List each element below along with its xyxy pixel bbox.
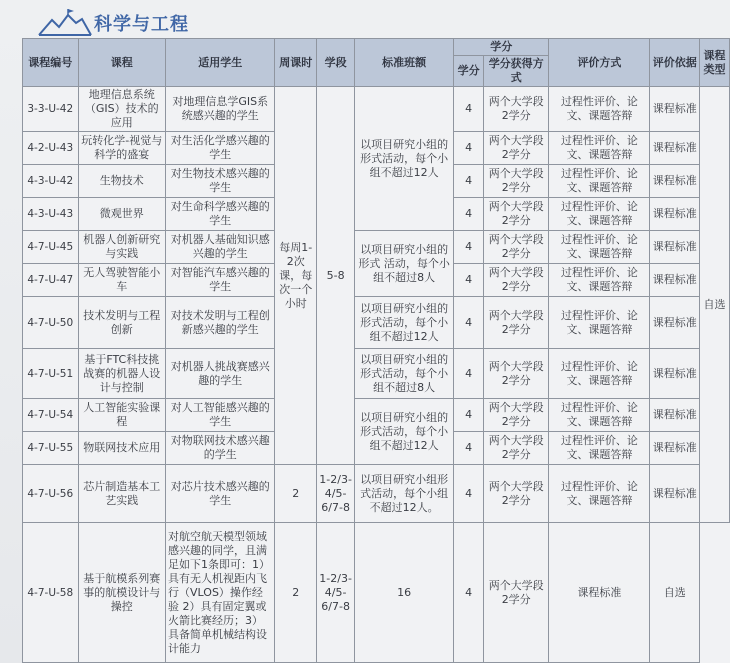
cell-eval-method: 过程性评价、论文、课题答辩 xyxy=(549,432,650,465)
cell-eval-basis: 课程标准 xyxy=(650,399,700,432)
section-header xyxy=(38,8,189,38)
header-eval-method: 评价方式 xyxy=(549,39,650,87)
cell-credit-method: 两个大学段2学分 xyxy=(484,264,549,297)
cell-eval-method: 过程性评价、论文、课题答辩 xyxy=(549,399,650,432)
cell-course: 微观世界 xyxy=(78,198,165,231)
header-eval-basis: 评价依据 xyxy=(650,39,700,87)
cell-credit: 4 xyxy=(454,432,484,465)
cell-credit-method: 两个大学段2学分 xyxy=(484,399,549,432)
header-course-type: 课程类型 xyxy=(700,39,730,87)
cell-code: 4-7-U-50 xyxy=(23,297,79,349)
cell-credit-method: 两个大学段2学分 xyxy=(484,297,549,349)
cell-class-size: 16 xyxy=(355,523,454,663)
cell-students: 对航空航天模型领域感兴趣的同学，且满足如下1条即可：1）具有无人机视距内飞行（VLOS）操作经验 2）具有固定翼或火箭比赛经历；3）具备简单机械结构设计能力 xyxy=(166,523,275,663)
cell-code: 4-2-U-43 xyxy=(23,132,79,165)
cell-course-type-merged: 自选 xyxy=(700,87,730,523)
cell-credit: 4 xyxy=(454,523,484,663)
cell-eval-basis: 课程标准 xyxy=(650,432,700,465)
cell-students: 对芯片技术感兴趣的学生 xyxy=(166,465,275,523)
cell-credit: 4 xyxy=(454,87,484,132)
cell-course: 基于航模系列赛事的航模设计与操控 xyxy=(78,523,165,663)
cell-students: 对人工智能感兴趣的学生 xyxy=(166,399,275,432)
cell-eval-method: 课程标准 xyxy=(549,523,650,663)
cell-code: 3-3-U-42 xyxy=(23,87,79,132)
course-table xyxy=(22,38,730,663)
cell-class-size: 以项目研究小组形式活动，每个小组不超过12人。 xyxy=(355,465,454,523)
cell-stage-merged: 5-8 xyxy=(317,87,355,465)
cell-stage: 1-2/3-4/5-6/7-8 xyxy=(317,523,355,663)
header-credit: 学分 xyxy=(454,56,484,87)
cell-eval-method: 过程性评价、论文、课题答辩 xyxy=(549,297,650,349)
header-class-size: 标准班额 xyxy=(355,39,454,87)
cell-eval-basis: 课程标准 xyxy=(650,87,700,132)
cell-credit: 4 xyxy=(454,465,484,523)
cell-students: 对地理信息学GIS系统感兴趣的学生 xyxy=(166,87,275,132)
cell-code: 4-7-U-54 xyxy=(23,399,79,432)
cell-class-size-merged: 以项目研究小组的形式活动，每个小组不超过12人 xyxy=(355,399,454,465)
cell-eval-method: 过程性评价、论文、课题答辩 xyxy=(549,165,650,198)
table-row xyxy=(23,87,730,132)
header-code: 课程编号 xyxy=(23,39,79,87)
cell-code: 4-7-U-56 xyxy=(23,465,79,523)
cell-class-size: 以项目研究小组的形式活动，每个小组不超过12人 xyxy=(355,297,454,349)
cell-credit-method: 两个大学段2学分 xyxy=(484,231,549,264)
header-credit-method: 学分获得方式 xyxy=(484,56,549,87)
cell-code: 4-7-U-58 xyxy=(23,523,79,663)
cell-course: 技术发明与工程创新 xyxy=(78,297,165,349)
section-title: 科学与工程 xyxy=(94,14,189,35)
cell-credit: 4 xyxy=(454,264,484,297)
cell-course: 玩转化学-视觉与科学的盛宴 xyxy=(78,132,165,165)
cell-credit-method: 两个大学段2学分 xyxy=(484,349,549,399)
cell-course: 生物技术 xyxy=(78,165,165,198)
header-stage: 学段 xyxy=(317,39,355,87)
table-row xyxy=(23,297,730,349)
cell-course: 物联网技术应用 xyxy=(78,432,165,465)
header-students: 适用学生 xyxy=(166,39,275,87)
cell-course: 地理信息系统（GIS）技术的应用 xyxy=(78,87,165,132)
cell-credit-method: 两个大学段2学分 xyxy=(484,465,549,523)
cell-course: 芯片制造基本工艺实践 xyxy=(78,465,165,523)
cell-students: 对生物技术感兴趣的学生 xyxy=(166,165,275,198)
header-credit-group: 学分 xyxy=(454,39,549,56)
cell-code: 4-3-U-42 xyxy=(23,165,79,198)
cell-credit-method: 两个大学段2学分 xyxy=(484,432,549,465)
cell-course: 无人驾驶智能小车 xyxy=(78,264,165,297)
cell-code: 4-3-U-43 xyxy=(23,198,79,231)
cell-eval-method: 过程性评价、论文、课题答辩 xyxy=(549,264,650,297)
table-row xyxy=(23,349,730,399)
cell-eval-method: 过程性评价、论文、课题答辩 xyxy=(549,465,650,523)
cell-code: 4-7-U-55 xyxy=(23,432,79,465)
header-hours: 周课时 xyxy=(275,39,317,87)
cell-code: 4-7-U-51 xyxy=(23,349,79,399)
cell-hours: 2 xyxy=(275,465,317,523)
cell-hours-merged: 每周1-2次课，每次一个小时 xyxy=(275,87,317,465)
cell-eval-basis: 课程标准 xyxy=(650,349,700,399)
cell-credit: 4 xyxy=(454,132,484,165)
cell-eval-method: 过程性评价、论文、课题答辩 xyxy=(549,231,650,264)
header-course: 课程 xyxy=(78,39,165,87)
cell-course: 机器人创新研究与实践 xyxy=(78,231,165,264)
cell-course: 基于FTC科技挑战赛的机器人设计与控制 xyxy=(78,349,165,399)
cell-eval-basis: 课程标准 xyxy=(650,264,700,297)
cell-eval-basis: 课程标准 xyxy=(650,198,700,231)
cell-eval-basis: 课程标准 xyxy=(650,165,700,198)
table-row xyxy=(23,465,730,523)
cell-eval-basis: 课程标准 xyxy=(650,297,700,349)
cell-credit: 4 xyxy=(454,297,484,349)
cell-students: 对机器人基础知识感兴趣的学生 xyxy=(166,231,275,264)
cell-stage: 1-2/3-4/5-6/7-8 xyxy=(317,465,355,523)
cell-credit: 4 xyxy=(454,165,484,198)
cell-code: 4-7-U-47 xyxy=(23,264,79,297)
cell-eval-basis: 课程标准 xyxy=(650,132,700,165)
cell-credit-method: 两个大学段2学分 xyxy=(484,165,549,198)
cell-students: 对生命科学感兴趣的学生 xyxy=(166,198,275,231)
cell-credit-method: 两个大学段2学分 xyxy=(484,523,549,663)
cell-code: 4-7-U-45 xyxy=(23,231,79,264)
cell-credit: 4 xyxy=(454,198,484,231)
mountain-icon xyxy=(38,9,92,37)
cell-class-size-merged: 以项目研究小组的形式 活动，每个小组不超过8人 xyxy=(355,231,454,297)
cell-eval-method: 过程性评价、论文、课题答辩 xyxy=(549,132,650,165)
cell-eval-basis: 自选 xyxy=(650,523,700,663)
cell-students: 对技术发明与工程创新感兴趣的学生 xyxy=(166,297,275,349)
cell-students: 对智能汽车感兴趣的学生 xyxy=(166,264,275,297)
table-row xyxy=(23,399,730,432)
cell-students: 对机器人挑战赛感兴趣的学生 xyxy=(166,349,275,399)
cell-credit: 4 xyxy=(454,399,484,432)
cell-students: 对物联网技术感兴趣的学生 xyxy=(166,432,275,465)
cell-hours: 2 xyxy=(275,523,317,663)
cell-eval-basis: 课程标准 xyxy=(650,231,700,264)
cell-course: 人工智能实验课程 xyxy=(78,399,165,432)
cell-eval-method: 过程性评价、论文、课题答辩 xyxy=(549,87,650,132)
table-row xyxy=(23,231,730,264)
cell-credit: 4 xyxy=(454,349,484,399)
table-row xyxy=(23,523,730,663)
cell-credit: 4 xyxy=(454,231,484,264)
cell-students: 对生活化学感兴趣的学生 xyxy=(166,132,275,165)
cell-eval-basis: 课程标准 xyxy=(650,465,700,523)
cell-credit-method: 两个大学段2学分 xyxy=(484,132,549,165)
cell-credit-method: 两个大学段2学分 xyxy=(484,198,549,231)
cell-class-size-merged: 以项目研究小组的形式活动，每个小组不超过12人 xyxy=(355,87,454,231)
cell-credit-method: 两个大学段2学分 xyxy=(484,87,549,132)
cell-class-size: 以项目研究小组的形式活动，每个小组不超过8人 xyxy=(355,349,454,399)
cell-eval-method: 过程性评价、论文、课题答辩 xyxy=(549,198,650,231)
cell-eval-method: 过程性评价、论文、课题答辩 xyxy=(549,349,650,399)
